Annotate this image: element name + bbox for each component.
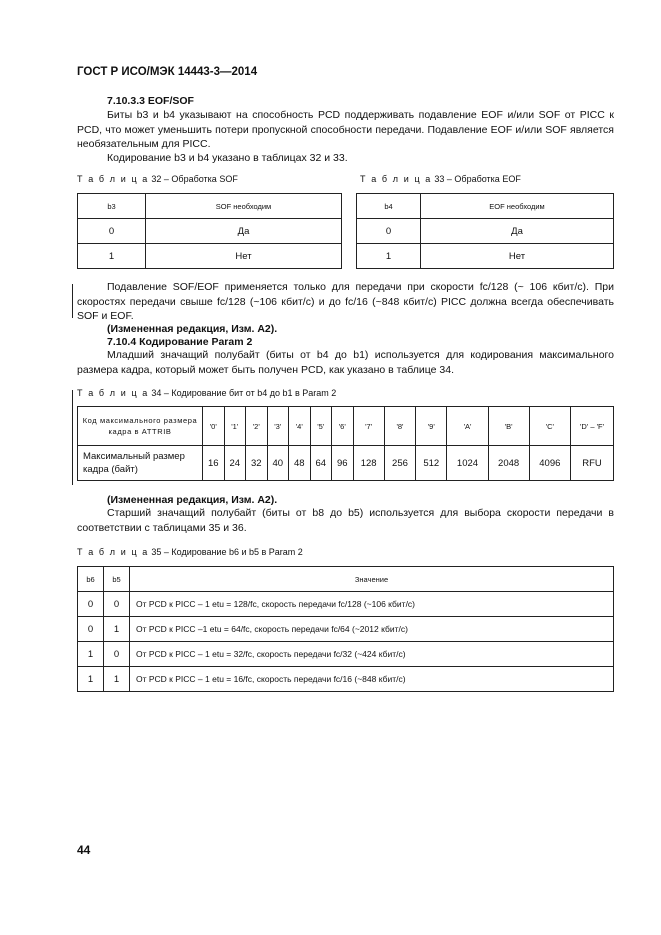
size-cell: 512 [416,446,447,481]
paragraph-eof-sof: Биты b3 и b4 указывают на способность PCD поддерживать подавление EOF и/или SOF от PICC к PCD, что может уменьшить потери пропускной способности передачи. Подавление EOF и/или SOF является необязательным для PICC. [77,109,614,150]
table-header-cell: b3 [78,194,146,219]
table-34 [77,406,614,481]
table-cell: 0 [357,219,421,244]
document-header: ГОСТ Р ИСО/МЭК 14443-3—2014 [77,66,258,78]
table-row [357,219,614,244]
table-cell: 1 [78,667,104,692]
caption-prefix: Т а б л и ц а [77,547,149,557]
code-cell: '7' [353,407,384,446]
code-cell: '8' [384,407,415,446]
table-row [78,219,342,244]
size-cell: 40 [267,446,289,481]
change-bar [72,284,73,318]
table-row-label: Код максимального размера кадра в ATTRIB [78,407,203,446]
table-cell: 1 [78,244,146,269]
paragraph-param2-msb: Старший значащий полубайт (биты от b8 до b5) используется для выбора скорости передачи в соответствии с таблицами 35 и 36. [77,507,614,534]
caption-text: 35 – Кодирование b6 и b5 в Param 2 [148,547,303,557]
table-35-caption [77,547,303,557]
table-row [78,642,614,667]
caption-prefix: Т а б л и ц а [360,174,432,184]
size-cell: 2048 [488,446,529,481]
caption-text: 33 – Обработка EOF [431,174,521,184]
size-cell: 96 [332,446,354,481]
table-row-label: Максимальный размер кадра (байт) [78,446,203,481]
table-cell: 0 [104,642,130,667]
table-row [78,446,614,481]
paragraph-coding-b3-b4: Кодирование b3 и b4 указано в таблицах 32 и 33. [107,152,348,164]
table-32-caption [77,174,238,184]
code-cell: '9' [416,407,447,446]
table-row [78,244,342,269]
amendment-note: (Измененная редакция, Изм. А2). [107,323,278,335]
table-cell: От PCD к PICC – 1 etu = 32/fc, скорость передачи fc/32 (~424 кбит/с) [130,642,614,667]
code-cell: '2' [246,407,268,446]
size-cell: RFU [571,446,614,481]
size-cell: 64 [310,446,332,481]
table-header-cell: b5 [104,567,130,592]
paragraph-param2-lsb: Младший значащий полубайт (биты от b4 до b1) используется для кодирования максимального размера кадра, который может быть получен PCD, как указано в таблице 34. [77,349,614,376]
table-row [78,407,614,446]
caption-text: 34 – Кодирование бит от b4 до b1 в Param 2 [148,388,337,398]
table-33-caption [360,174,521,184]
table-row [78,592,614,617]
table-header-cell: Значение [130,567,614,592]
caption-prefix: Т а б л и ц а [77,174,149,184]
page-number: 44 [77,843,91,857]
table-cell: Нет [146,244,342,269]
size-cell: 256 [384,446,415,481]
table-row [357,244,614,269]
code-cell: '6' [332,407,354,446]
table-cell: 0 [104,592,130,617]
table-32 [77,193,342,269]
paragraph-sof-eof-suppression: Подавление SOF/EOF применяется только для передачи при скорости fc/128 (~ 106 кбит/с). При скоростях передачи свыше fc/128 (~106 кбит/с) и до fc/16 (~848 кбит/с) PICC должна всегда обеспечивать SOF и EOF. [77,281,614,322]
code-cell: 'D' – 'F' [571,407,614,446]
table-cell: Да [421,219,614,244]
size-cell: 4096 [529,446,570,481]
size-cell: 128 [353,446,384,481]
table-header-cell: b4 [357,194,421,219]
table-34-caption [77,388,336,398]
table-cell: 1 [104,667,130,692]
table-row [78,667,614,692]
table-cell: 0 [78,592,104,617]
code-cell: '0' [203,407,225,446]
table-row [78,617,614,642]
size-cell: 24 [224,446,246,481]
table-header-cell: EOF необходим [421,194,614,219]
table-cell: Да [146,219,342,244]
table-cell: 1 [357,244,421,269]
table-35 [77,566,614,692]
change-bar [72,390,73,485]
code-cell: 'B' [488,407,529,446]
table-cell: 0 [78,617,104,642]
caption-prefix: Т а б л и ц а [77,388,149,398]
amendment-note: (Измененная редакция, Изм. А2). [107,494,278,506]
section-title-7-10-3-3: 7.10.3.3 EOF/SOF [107,95,194,107]
table-cell: 1 [78,642,104,667]
section-title-7-10-4: 7.10.4 Кодирование Param 2 [107,336,253,348]
size-cell: 1024 [447,446,488,481]
code-cell: '4' [289,407,311,446]
code-cell: '5' [310,407,332,446]
table-33 [356,193,614,269]
code-cell: '3' [267,407,289,446]
table-header-cell: SOF необходим [146,194,342,219]
code-cell: 'A' [447,407,488,446]
size-cell: 48 [289,446,311,481]
size-cell: 32 [246,446,268,481]
table-header-cell: b6 [78,567,104,592]
table-cell: От PCD к PICC – 1 etu = 16/fc, скорость передачи fc/16 (~848 кбит/с) [130,667,614,692]
code-cell: 'C' [529,407,570,446]
table-cell: Нет [421,244,614,269]
table-cell: От PCD к PICC – 1 etu = 128/fc, скорость передачи fc/128 (~106 кбит/с) [130,592,614,617]
code-cell: '1' [224,407,246,446]
table-cell: 0 [78,219,146,244]
size-cell: 16 [203,446,225,481]
table-cell: От PCD к PICC –1 etu = 64/fc, скорость передачи fc/64 (~2012 кбит/с) [130,617,614,642]
table-cell: 1 [104,617,130,642]
caption-text: 32 – Обработка SOF [148,174,238,184]
